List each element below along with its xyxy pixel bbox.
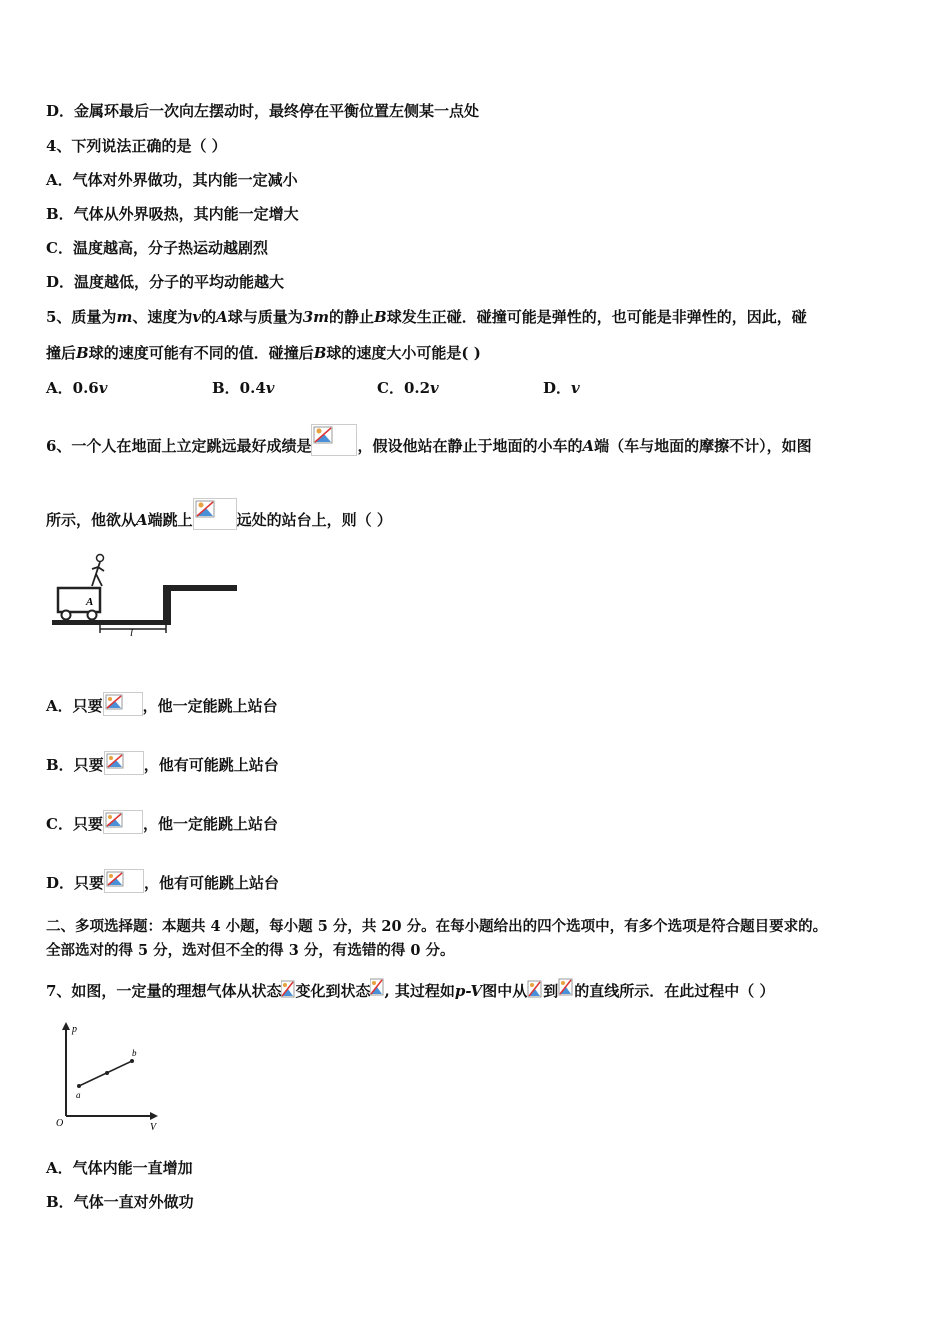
q5-option-a: A．0.6v — [46, 379, 108, 397]
cart-wheel — [88, 611, 97, 620]
q6-cart-figure — [48, 550, 244, 640]
q4-option-b: B．气体从外界吸热，其内能一定增大 — [46, 205, 299, 223]
state-a-point — [77, 1084, 81, 1088]
platform-top — [163, 585, 237, 591]
state-a-label: a — [76, 1090, 81, 1100]
broken-image-icon — [104, 869, 144, 893]
q7-option-b: B．气体一直对外做功 — [46, 1193, 194, 1211]
distance-label-l: l — [130, 627, 134, 639]
state-b-label: b — [132, 1048, 137, 1058]
broken-image-icon — [370, 977, 384, 1001]
q3-option-d: D．金属环最后一次向左摆动时，最终停在平衡位置左侧某一点处 — [46, 102, 480, 120]
broken-image-icon — [104, 751, 144, 775]
q6-stem-line2: 所示，他欲从A端跳上 远处的站台上，则（ ） — [46, 498, 392, 530]
q5-option-d: D．v — [543, 379, 580, 397]
broken-image-icon — [103, 692, 143, 716]
q7-option-a: A．气体内能一直增加 — [46, 1159, 193, 1177]
broken-image-icon — [311, 424, 357, 456]
q6-stem-line1: 6、一个人在地面上立定跳远最好成绩是 ，假设他站在静止于地面的小车的A端（车与地面的摩擦不计），如图 — [46, 424, 812, 456]
person-head — [97, 555, 104, 562]
q6-option-a: A．只要 ，他一定能跳上站台 — [46, 692, 278, 716]
broken-image-icon — [103, 810, 143, 834]
broken-image-icon — [558, 977, 574, 1001]
v-axis-label: V — [150, 1122, 157, 1132]
q4-option-a: A．气体对外界做功，其内能一定减小 — [46, 171, 298, 189]
q5-option-c: C．0.2v — [377, 379, 439, 397]
broken-image-icon — [281, 979, 295, 1001]
q6-option-d: D．只要 ，他有可能跳上站台 — [46, 869, 279, 893]
cart-body — [58, 588, 100, 612]
broken-image-icon — [527, 979, 543, 1001]
q7-stem: 7、如图，一定量的理想气体从状态 变化到状态 , 其过程如p-V图中从 到 的直线所示．在此过程中（ ） — [46, 977, 774, 1001]
q5-option-b: B．0.4v — [212, 379, 275, 397]
state-b-point — [130, 1059, 134, 1063]
q4-stem: 4、下列说法正确的是（ ） — [46, 137, 227, 155]
q4-option-c: C．温度越高，分子热运动越剧烈 — [46, 239, 268, 257]
q6-option-c: C．只要 ，他一定能跳上站台 — [46, 810, 278, 834]
ground — [52, 620, 170, 625]
cart-label-a: A — [86, 596, 94, 608]
q6-option-b: B．只要 ，他有可能跳上站台 — [46, 751, 279, 775]
person-body — [92, 562, 104, 586]
origin-label: O — [56, 1118, 64, 1129]
q5-stem-line2: 撞后B球的速度可能有不同的值．碰撞后B球的速度大小可能是( ) — [46, 344, 481, 362]
broken-image-icon — [193, 498, 237, 530]
q7-pv-diagram — [52, 1020, 182, 1132]
mid-point — [105, 1071, 109, 1075]
section2-instructions-line1: 二、多项选择题：本题共 4 小题，每小题 5 分，共 20 分。在每小题给出的四个选项中，有多个选项是符合题目要求的。 — [46, 918, 828, 935]
q5-stem-line1: 5、质量为m、速度为v的A球与质量为3m的静止B球发生正碰．碰撞可能是弹性的，也可能是非弹性的，因此，碰 — [46, 308, 807, 326]
p-axis-label: p — [72, 1024, 77, 1035]
q4-option-d: D．温度越低，分子的平均动能越大 — [46, 273, 285, 291]
cart-wheel — [62, 611, 71, 620]
section2-instructions-line2: 全部选对的得 5 分，选对但不全的得 3 分，有选错的得 0 分。 — [46, 942, 455, 959]
